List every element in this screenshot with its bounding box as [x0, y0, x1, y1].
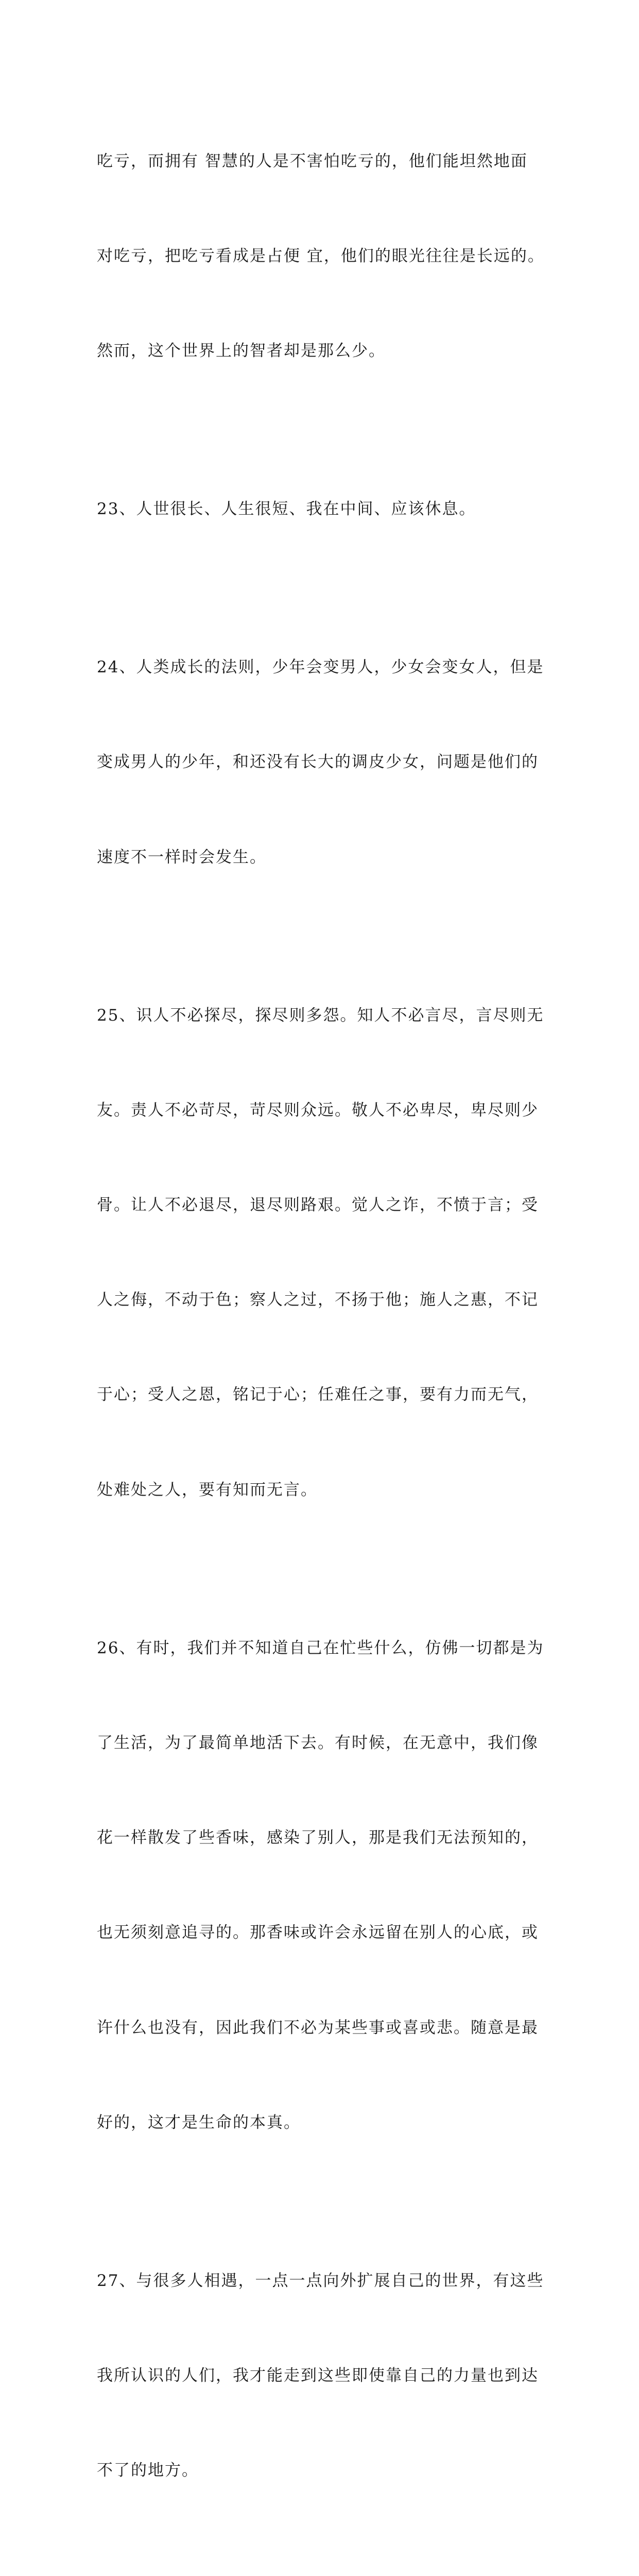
text-line: 于心；受人之恩，铭记于心；任难任之事，要有力而无气，: [97, 1385, 539, 1404]
paragraph-24: [97, 588, 560, 936]
text-line: 花一样散发了些香味，感染了别人，那是我们无法预知的，: [97, 1828, 539, 1848]
text-line: 不了的地方。: [97, 2461, 199, 2480]
text-line: 好的，这才是生命的本真。: [97, 2113, 301, 2132]
paragraph-23: [97, 430, 560, 588]
document-body: [97, 82, 560, 2576]
text-line: 变成男人的少年，和还没有长大的调皮少女，问题是他们的: [97, 753, 539, 772]
text-line: 然而，这个世界上的智者却是那么少。: [97, 342, 386, 361]
paragraph-27: [97, 2202, 560, 2550]
text-line: 骨。让人不必退尽，退尽则路艰。觉人之诈，不愤于言；受: [97, 1196, 539, 1215]
text-line: 速度不一样时会发生。: [97, 848, 267, 867]
text-line: 24、人类成长的法则，少年会变男人，少女会变女人，但是: [97, 658, 544, 677]
text-line: 也无须刻意追寻的。那香味或许会永远留在别人的心底，或: [97, 1923, 539, 1942]
text-line: 处难处之人，要有知而无言。: [97, 1480, 318, 1499]
text-line: 26、有时，我们并不知道自己在忙些什么，仿佛一切都是为: [97, 1638, 544, 1657]
paragraph-continuation: [97, 82, 560, 430]
paragraph-25: [97, 937, 560, 1569]
text-line: 了生活，为了最简单地活下去。有时候，在无意中，我们像: [97, 1733, 539, 1752]
text-line: 27、与很多人相遇，一点一点向外扩展自己的世界，有这些: [97, 2271, 544, 2290]
text-line: 对吃亏，把吃亏看成是占便 宜，他们的眼光往往是长远的。: [97, 247, 545, 266]
text-line: 人之侮，不动于色；察人之过，不扬于他；施人之惠，不记: [97, 1291, 539, 1310]
text-line: 吃亏，而拥有 智慧的人是不害怕吃亏的，他们能坦然地面: [97, 151, 528, 171]
paragraph-28: [97, 2550, 560, 2576]
text-line: 25、识人不必探尽，探尽则多怨。知人不必言尽，言尽则无: [97, 1006, 544, 1025]
paragraph-26: [97, 1569, 560, 2202]
text-line: 23、人世很长、人生很短、我在中间、应该休息。: [97, 500, 476, 519]
text-line: 许什么也没有，因此我们不必为某些事或喜或悲。随意是最: [97, 2018, 539, 2037]
text-line: 友。责人不必苛尽，苛尽则众远。敬人不必卑尽，卑尽则少: [97, 1100, 539, 1120]
text-line: 我所认识的人们，我才能走到这些即使靠自己的力量也到达: [97, 2366, 539, 2385]
